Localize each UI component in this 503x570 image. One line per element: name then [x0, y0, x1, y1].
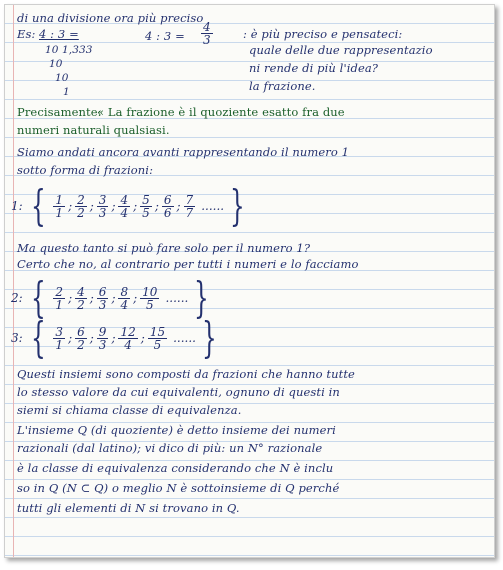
paragraph-line-8: tutti gli elementi di N si trovano in Q. — [17, 501, 240, 515]
fraction — [118, 286, 130, 311]
open-brace: { — [30, 313, 46, 362]
denominator: 5 — [153, 337, 162, 352]
question-2: Certo che no, al contrario per tutti i numeri e lo facciamo — [17, 257, 359, 271]
separator: ; — [89, 331, 94, 345]
numerator: 5 — [142, 192, 150, 207]
long-division-row-4: 1 — [63, 86, 70, 98]
open-brace: { — [30, 181, 46, 230]
separator: ; — [68, 291, 73, 305]
fraction — [118, 194, 130, 219]
long-division-row-3: 10 — [55, 72, 69, 84]
question-line-2: quale delle due rappresentazio — [249, 43, 433, 57]
intro-line: di una divisione ora più preciso — [17, 11, 204, 25]
numerator: 4 — [120, 192, 129, 207]
separator: ; — [111, 291, 116, 305]
long-division-row-1: 10 1,333 — [45, 44, 93, 56]
notebook-page — [4, 4, 495, 558]
example-label: Es: — [17, 27, 36, 41]
denominator: 2 — [77, 205, 85, 220]
numerator: 3 — [55, 324, 64, 339]
paragraph-line-4: L'insieme Q (di quoziente) è detto insieme dei numeri — [17, 423, 336, 437]
precisamente-label: Precisamente: — [17, 105, 102, 119]
close-brace: } — [194, 273, 210, 322]
ellipsis: ...... — [201, 199, 225, 213]
set-label: 1: — [11, 199, 23, 213]
ellipsis: ...... — [173, 331, 196, 345]
fraction — [53, 326, 65, 351]
definition-line-1: « La frazione è il quoziente esatto fra due — [97, 105, 345, 119]
fraction-set-3 — [11, 313, 223, 362]
fraction-set-1 — [11, 181, 251, 230]
denominator: 5 — [142, 205, 150, 220]
separator: ; — [89, 291, 94, 305]
fraction — [162, 194, 174, 219]
numerator: 6 — [98, 284, 107, 299]
example-division: 4 : 3 = — [39, 27, 79, 41]
denominator: 3 — [98, 337, 107, 352]
numerator: 4 — [203, 20, 211, 34]
equation-left: 4 : 3 = — [145, 29, 185, 43]
fraction — [184, 194, 196, 219]
definition-line-2: numeri naturali qualsiasi. — [17, 123, 170, 137]
numerator: 9 — [98, 324, 107, 339]
fraction — [148, 326, 167, 351]
separator: ; — [68, 331, 73, 345]
denominator: 4 — [124, 337, 132, 352]
numerator: 3 — [98, 192, 107, 207]
denominator: 7 — [185, 205, 194, 220]
question-line-3: ni rende di più l'idea? — [249, 61, 379, 75]
numerator: 6 — [77, 324, 85, 339]
separator: ; — [133, 291, 138, 305]
question-line-4: la frazione. — [249, 79, 316, 93]
separator: ; — [89, 199, 94, 213]
paragraph-line-5: razionali (dal latino); vi dico di più: un N° razionale — [17, 441, 323, 455]
paragraph-line-6: è la classe di equivalenza considerando che N è inclu — [17, 461, 334, 475]
denominator: 2 — [77, 337, 85, 352]
fraction — [53, 194, 65, 219]
denominator: 4 — [120, 205, 129, 220]
fraction — [97, 286, 109, 311]
numerator: 2 — [55, 284, 64, 299]
separator: ; — [111, 331, 116, 345]
long-division-row-2: 10 — [49, 58, 63, 70]
intro-line-1: Siamo andati ancora avanti rappresentando il numero 1 — [17, 145, 350, 159]
fraction — [97, 194, 109, 219]
denominator: 6 — [163, 205, 172, 220]
fraction — [75, 286, 87, 311]
denominator: 3 — [98, 205, 107, 220]
separator: ; — [154, 199, 159, 213]
denominator: 5 — [145, 297, 154, 312]
separator: ; — [68, 199, 73, 213]
question-1: Ma questo tanto si può fare solo per il numero 1? — [17, 241, 311, 255]
separator: ; — [111, 199, 116, 213]
separator: ; — [140, 331, 145, 345]
numerator: 2 — [77, 192, 85, 207]
paragraph-line-7: so in Q (N ⊂ Q) o meglio N è sottoinsieme di Q perché — [17, 481, 340, 495]
denominator: 1 — [55, 337, 64, 352]
numerator: 7 — [185, 192, 194, 207]
fraction — [140, 194, 152, 219]
numerator: 10 — [142, 284, 158, 299]
fraction — [53, 286, 65, 311]
numerator: 15 — [149, 324, 166, 339]
numerator: 1 — [55, 192, 64, 207]
intro-line-2: sotto forma di frazioni: — [17, 163, 154, 177]
fraction — [75, 194, 87, 219]
fraction — [140, 286, 159, 311]
denominator: 3 — [98, 297, 107, 312]
numerator: 12 — [120, 324, 136, 339]
paragraph-line-2: lo stesso valore da cui equivalenti, ognuno di questi in — [17, 385, 340, 399]
numerator: 8 — [120, 284, 129, 299]
fraction — [97, 326, 109, 351]
close-brace: } — [230, 181, 245, 230]
question-line-1: : è più preciso e pensateci: — [243, 27, 403, 41]
numerator: 4 — [77, 284, 85, 299]
ellipsis: ...... — [165, 291, 189, 305]
fraction — [118, 326, 137, 351]
fraction — [201, 21, 213, 46]
denominator: 2 — [77, 297, 85, 312]
numerator: 6 — [163, 192, 172, 207]
denominator: 4 — [120, 297, 129, 312]
close-brace: } — [201, 313, 217, 362]
paragraph-line-1: Questi insiemi sono composti da frazioni che hanno tutte — [17, 367, 355, 381]
separator: ; — [176, 199, 181, 213]
equation-fraction — [199, 21, 215, 46]
denominator: 1 — [55, 297, 64, 312]
set-label: 3: — [11, 331, 23, 345]
denominator: 3 — [203, 33, 211, 47]
open-brace: { — [30, 273, 46, 322]
denominator: 1 — [55, 205, 64, 220]
paragraph-line-3: siemi si chiama classe di equivalenza. — [17, 403, 242, 417]
separator: ; — [133, 199, 138, 213]
fraction — [75, 326, 87, 351]
set-label: 2: — [11, 291, 23, 305]
